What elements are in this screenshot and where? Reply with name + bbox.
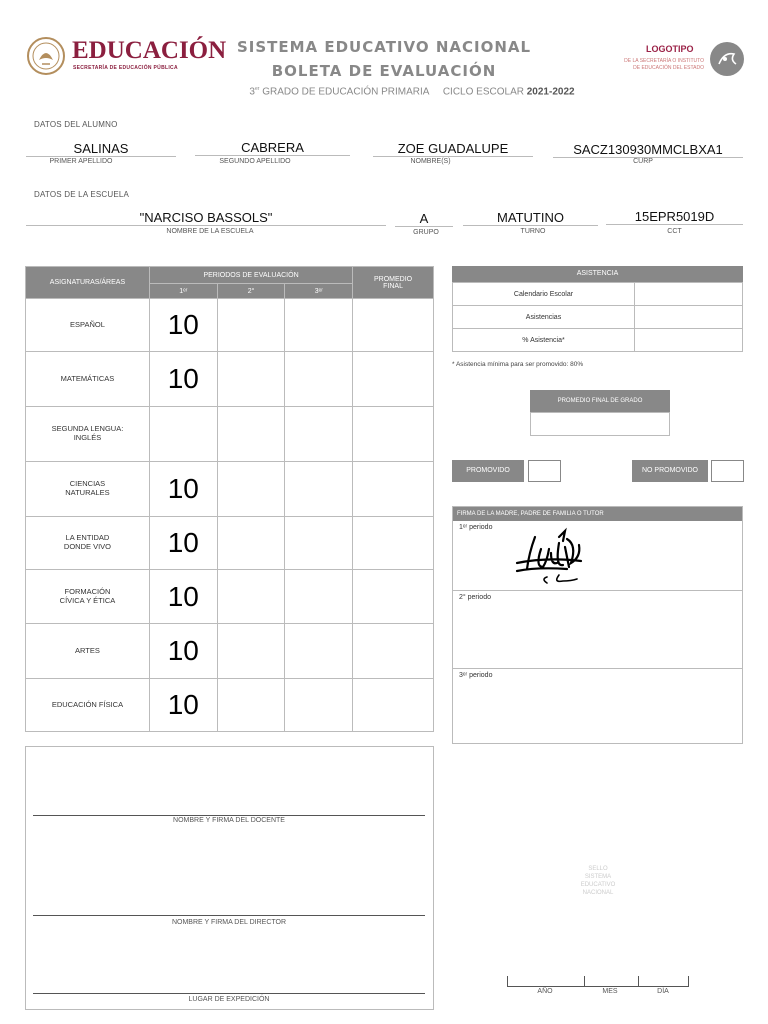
grade-final-cell	[353, 570, 434, 624]
promoted-label: PROMOVIDO	[452, 460, 524, 482]
attendance-note: * Asistencia mínima para ser promovido: 80%	[452, 361, 584, 368]
shift-label: TURNO	[520, 228, 546, 235]
student-section-label: DATOS DEL ALUMNO	[34, 120, 118, 129]
grade-p2-cell	[217, 299, 285, 352]
names-label: NOMBRE(S)	[410, 158, 451, 165]
period-2-label: 2° periodo	[459, 594, 491, 601]
school-name-value: "NARCISO BASSOLS"	[26, 210, 386, 226]
grade-p2-cell	[217, 352, 285, 407]
table-row	[26, 352, 434, 407]
day-label: DÍA	[657, 988, 669, 995]
document-title-line1: SISTEMA EDUCATIVO NACIONAL	[236, 38, 532, 56]
signature-period-3	[453, 669, 742, 743]
period-1-header: 1ᵉʳ	[149, 284, 217, 299]
names-value: ZOE GUADALUPE	[373, 141, 533, 157]
final-header-line1: PROMEDIO	[374, 275, 413, 283]
teacher-signature-label: NOMBRE Y FIRMA DEL DOCENTE	[173, 817, 285, 824]
brand-subtitle: SECRETARÍA DE EDUCACIÓN PÚBLICA	[73, 65, 178, 71]
subject-cell: ESPAÑOL	[26, 299, 150, 352]
state-logo-sub2: DE EDUCACIÓN DEL ESTADO	[633, 65, 704, 71]
first-surname-value: SALINAS	[26, 141, 176, 157]
second-surname-label: SEGUNDO APELLIDO	[219, 158, 291, 165]
grade-final-cell	[353, 299, 434, 352]
grade-p1-cell: 10	[149, 570, 217, 624]
grade-p3-cell	[285, 352, 353, 407]
grade-p3-cell	[285, 299, 353, 352]
seal-line2: SISTEMA	[584, 874, 612, 880]
grade-p2-cell	[217, 462, 285, 517]
final-grade-header: PROMEDIO FINAL DE GRADO	[530, 390, 670, 412]
grade-p1-cell	[149, 407, 217, 462]
grade-p2-cell	[217, 570, 285, 624]
table-row	[26, 299, 434, 352]
promoted-checkbox[interactable]	[528, 460, 561, 482]
subject-cell: CIENCIAS NATURALES	[26, 462, 150, 517]
attendance-row-label: Asistencias	[453, 306, 635, 329]
grades-table	[25, 266, 434, 732]
not-promoted-checkbox[interactable]	[711, 460, 744, 482]
group-label: GRUPO	[413, 229, 439, 236]
date-field	[507, 976, 689, 987]
state-logo-label: LOGOTIPO	[646, 44, 694, 54]
grade-text: GRADO DE EDUCACIÓN PRIMARIA	[262, 86, 429, 98]
subject-cell: SEGUNDA LENGUA: INGLÉS	[26, 407, 150, 462]
grade-p2-cell	[217, 407, 285, 462]
grade-p3-cell	[285, 407, 353, 462]
director-signature-label: NOMBRE Y FIRMA DEL DIRECTOR	[171, 919, 287, 926]
state-logo-icon	[710, 42, 744, 76]
grade-p3-cell	[285, 517, 353, 570]
grade-p3-cell	[285, 624, 353, 679]
guardian-signatures-box	[452, 506, 743, 744]
grade-final-cell	[353, 407, 434, 462]
grade-p1-cell: 10	[149, 299, 217, 352]
table-row	[26, 570, 434, 624]
grade-final-cell	[353, 679, 434, 732]
seal-placeholder	[555, 865, 641, 897]
place-label: LUGAR DE EXPEDICIÓN	[188, 996, 270, 1003]
date-divider	[584, 976, 585, 987]
attendance-row-value	[635, 283, 743, 306]
seal-line4: NACIONAL	[582, 890, 614, 896]
grade-final-cell	[353, 462, 434, 517]
subject-cell: LA ENTIDAD DONDE VIVO	[26, 517, 150, 570]
first-surname-label: PRIMER APELLIDO	[49, 158, 113, 165]
grade-p2-cell	[217, 624, 285, 679]
grade-p1-cell: 10	[149, 352, 217, 407]
grade-p1-cell: 10	[149, 679, 217, 732]
grade-final-cell	[353, 624, 434, 679]
grade-p3-cell	[285, 462, 353, 517]
cct-label: CCT	[667, 228, 682, 235]
place-line	[33, 993, 425, 994]
attendance-row-value	[635, 329, 743, 352]
grade-cycle-line	[0, 86, 768, 97]
period-3-header: 3ᵉʳ	[285, 284, 353, 299]
table-row	[26, 624, 434, 679]
cycle-value: 2021-2022	[526, 86, 575, 98]
brand-title: EDUCACIÓN	[72, 37, 227, 64]
curp-label: CURP	[633, 158, 653, 165]
attendance-row-label: % Asistencia*	[453, 329, 635, 352]
seal-line3: EDUCATIVO	[580, 882, 616, 888]
grade-p3-cell	[285, 570, 353, 624]
footer-signatures-box	[25, 746, 434, 1010]
attendance-row-value	[635, 306, 743, 329]
attendance-row-label: Calendario Escolar	[453, 283, 635, 306]
year-label: AÑO	[537, 988, 553, 995]
grade-final-cell	[353, 352, 434, 407]
subject-cell: MATEMÁTICAS	[26, 352, 150, 407]
subjects-header: ASIGNATURAS/ÁREAS	[26, 267, 150, 299]
grade-p3-cell	[285, 679, 353, 732]
not-promoted-label: NO PROMOVIDO	[632, 460, 708, 482]
final-grade-value-box	[530, 412, 670, 436]
grade-p1-cell: 10	[149, 462, 217, 517]
grade-number: 3	[249, 86, 255, 98]
curp-value: SACZ130930MMCLBXA1	[553, 142, 743, 158]
school-name-label: NOMBRE DE LA ESCUELA	[166, 228, 254, 235]
grade-p2-cell	[217, 517, 285, 570]
handwritten-signature	[507, 523, 607, 587]
shift-value: MATUTINO	[463, 210, 598, 226]
attendance-table	[452, 282, 743, 352]
final-header-line2: FINAL	[383, 282, 403, 290]
table-row	[26, 679, 434, 732]
attendance-header: ASISTENCIA	[452, 266, 743, 282]
grade-sup: er	[254, 86, 260, 92]
period-2-header: 2°	[217, 284, 285, 299]
table-row	[26, 407, 434, 462]
logo-placeholder-icon	[710, 42, 744, 76]
grade-p1-cell: 10	[149, 517, 217, 570]
signature-period-1	[453, 521, 742, 591]
table-row	[26, 517, 434, 570]
subject-cell: FORMACIÓN CÍVICA Y ÉTICA	[26, 570, 150, 624]
school-section-label: DATOS DE LA ESCUELA	[34, 190, 130, 199]
attendance-box	[452, 266, 743, 352]
cct-value: 15EPR5019D	[606, 209, 743, 225]
group-value: A	[395, 211, 453, 227]
periods-header: PERIODOS DE EVALUACIÓN	[149, 267, 352, 284]
teacher-signature-line	[33, 815, 425, 816]
subject-cell: ARTES	[26, 624, 150, 679]
subject-cell: EDUCACIÓN FÍSICA	[26, 679, 150, 732]
document-title-line2: BOLETA DE EVALUACIÓN	[271, 62, 497, 80]
period-3-label: 3ᵉʳ periodo	[459, 672, 493, 679]
guardian-signatures-header: FIRMA DE LA MADRE, PADRE DE FAMILIA O TUTOR	[453, 507, 742, 521]
grade-p1-cell: 10	[149, 624, 217, 679]
seal-line1: SELLO	[588, 866, 608, 872]
period-1-label: 1ᵉʳ periodo	[459, 524, 493, 531]
signature-period-2	[453, 591, 742, 669]
second-surname-value: CABRERA	[195, 140, 350, 156]
grade-p2-cell	[217, 679, 285, 732]
month-label: MES	[602, 988, 618, 995]
cycle-label: CICLO ESCOLAR	[442, 86, 524, 98]
final-header	[353, 267, 434, 299]
grade-final-cell	[353, 517, 434, 570]
table-row	[26, 462, 434, 517]
date-divider	[638, 976, 639, 987]
director-signature-line	[33, 915, 425, 916]
state-logo-sub1: DE LA SECRETARÍA O INSTITUTO	[624, 58, 704, 64]
